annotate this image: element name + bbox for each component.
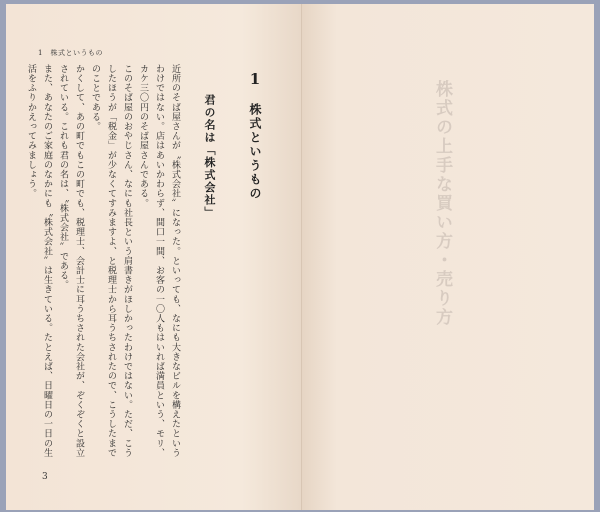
chapter-number: 1 (246, 70, 264, 88)
body-text (23, 64, 183, 464)
right-page (302, 4, 594, 510)
paragraph: かくして、あの町でもこの町でも、税理士、会計士に耳うちされた会社が、ぞくぞくと設立されている。これも君の名は、〝株式会社〟である。 (58, 64, 84, 458)
paragraph: このそば屋のおやじさん、なにも社長という肩書きがほしかったわけではない。ただ、こうしたほうが「税金」が少なくてすみますよ、と税理士から耳うちされたので、こうしたまでのことである。 (90, 64, 132, 458)
bleed-through-text (430, 80, 455, 327)
paragraph: 近所のそば屋さんが〝株式会社〟になった。といっても、なにも大きなビルを構えたというわけではない。店はあいかわらず、間口一間、お客の一〇人もはいれば満員という、モリ、カケ三〇円のそば屋さんである。 (138, 64, 180, 458)
book-spread (6, 4, 594, 510)
paragraph: また、あなたのご家庭のなかにも〝株式会社〟は生きている。たとえば、日曜日の一日の生活をふりかえってみましょう。 (26, 64, 52, 458)
chapter-heading (246, 70, 265, 201)
running-head: 1 株式というもの (38, 49, 103, 57)
chapter-title: 株式というもの (248, 103, 262, 202)
page-number: 3 (42, 472, 48, 482)
bleed-line: 株式の上手な買い方・売り方 (432, 80, 452, 327)
left-page (6, 4, 302, 510)
section-title: 君の名は「株式会社」 (203, 94, 216, 219)
